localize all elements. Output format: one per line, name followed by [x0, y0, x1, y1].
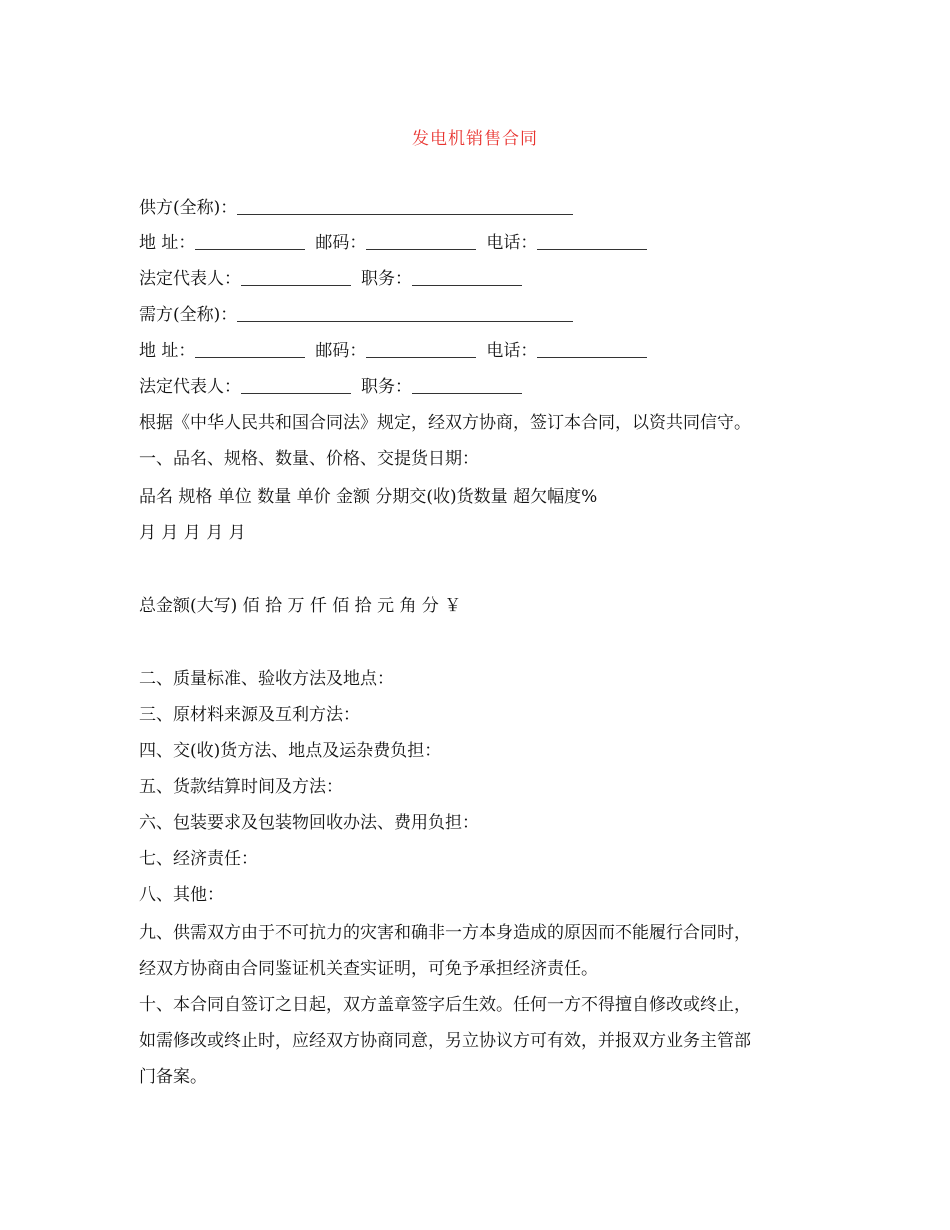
preamble: 根据《中华人民共和国合同法》规定，经双方协商，签订本合同，以资共同信守。 [139, 413, 751, 433]
document-title: 发电机销售合同 [412, 129, 538, 149]
supplier-phone-field[interactable] [537, 233, 647, 250]
buyer-address-row [139, 340, 647, 362]
buyer-name-row [139, 304, 573, 326]
total-amount-row: 总金额(大写) 佰 拾 万 仟 佰 拾 元 角 分 ￥ [139, 596, 462, 616]
buyer-rep-label: 法定代表人： [139, 377, 241, 397]
clause-8: 八、其他： [139, 885, 224, 905]
buyer-position-label: 职务： [361, 377, 412, 397]
supplier-postcode-label: 邮码： [315, 233, 367, 253]
supplier-rep-field[interactable] [241, 269, 351, 286]
supplier-position-label: 职务： [361, 269, 412, 289]
clause-2: 二、质量标准、验收方法及地点： [139, 669, 394, 689]
supplier-address-row [139, 232, 647, 254]
clause-1-heading: 一、品名、规格、数量、价格、交提货日期： [139, 449, 479, 469]
product-table-header: 品名 规格 单位 数量 单价 金额 分期交(收)货数量 超欠幅度% [139, 487, 598, 507]
buyer-postcode-field[interactable] [366, 341, 476, 358]
supplier-postcode-field[interactable] [366, 233, 476, 250]
supplier-position-field[interactable] [412, 269, 522, 286]
clause-10-line-2: 如需修改或终止时，应经双方协商同意，另立协议方可有效，并报双方业务主管部 [139, 1031, 751, 1051]
clause-7: 七、经济责任： [139, 849, 258, 869]
buyer-address-label: 地 址： [139, 341, 196, 361]
clause-10-line-3: 门备案。 [139, 1067, 207, 1087]
buyer-name-label: 需方(全称)： [139, 305, 238, 325]
supplier-rep-row [139, 268, 522, 290]
clause-4: 四、交(收)货方法、地点及运杂费负担： [139, 741, 442, 761]
months-row: 月 月 月 月 月 [139, 523, 246, 543]
supplier-rep-label: 法定代表人： [139, 269, 241, 289]
supplier-name-row [139, 197, 573, 219]
buyer-rep-field[interactable] [241, 377, 351, 394]
buyer-phone-field[interactable] [537, 341, 647, 358]
clause-9-line-2: 经双方协商由合同鉴证机关查实证明，可免予承担经济责任。 [139, 959, 598, 979]
clause-3: 三、原材料来源及互利方法： [139, 705, 360, 725]
supplier-phone-label: 电话： [486, 233, 538, 253]
clause-9-line-1: 九、供需双方由于不可抗力的灾害和确非一方本身造成的原因而不能履行合同时， [139, 923, 751, 943]
buyer-phone-label: 电话： [486, 341, 538, 361]
clause-6: 六、包装要求及包装物回收办法、费用负担： [139, 813, 479, 833]
supplier-name-field[interactable] [237, 198, 573, 215]
buyer-postcode-label: 邮码： [315, 341, 367, 361]
supplier-name-label: 供方(全称)： [139, 198, 238, 218]
clause-5: 五、货款结算时间及方法： [139, 777, 343, 797]
buyer-position-field[interactable] [412, 377, 522, 394]
supplier-address-field[interactable] [195, 233, 305, 250]
clause-10-line-1: 十、本合同自签订之日起，双方盖章签字后生效。任何一方不得擅自修改或终止， [139, 995, 751, 1015]
supplier-address-label: 地 址： [139, 233, 196, 253]
buyer-rep-row [139, 376, 522, 398]
buyer-name-field[interactable] [237, 305, 573, 322]
buyer-address-field[interactable] [195, 341, 305, 358]
